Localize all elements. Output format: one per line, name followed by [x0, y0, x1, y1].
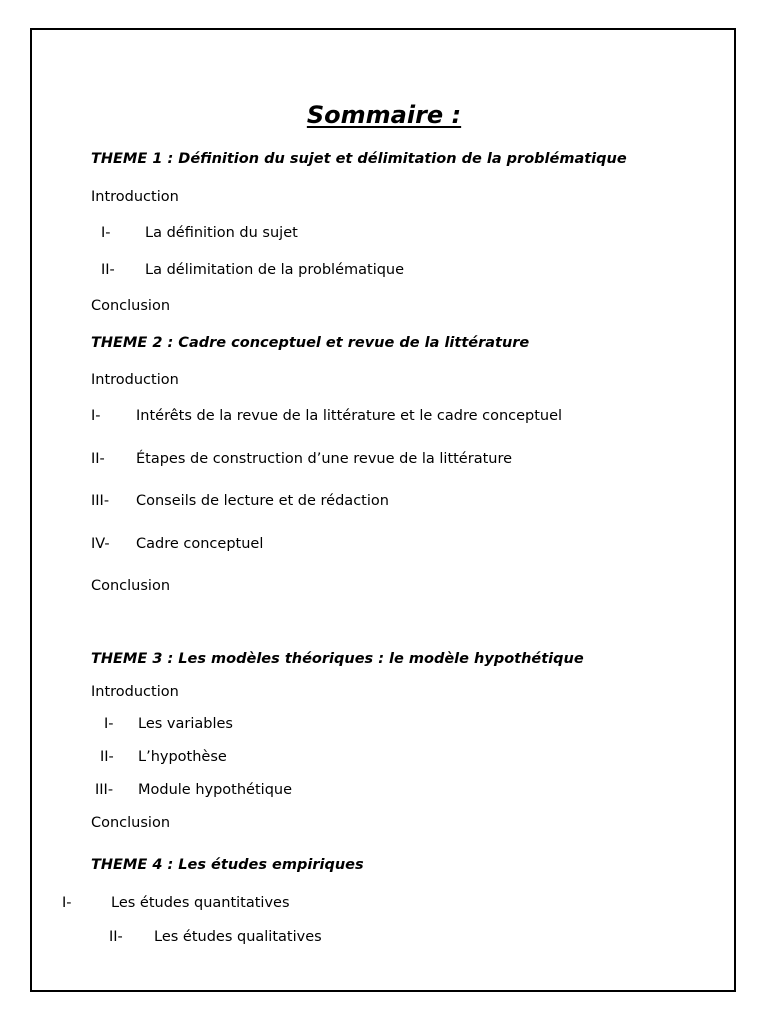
- theme-2-item-1-number: I-: [91, 408, 101, 424]
- theme-2-item-2-number: II-: [91, 451, 105, 467]
- theme-3-item-1-number: I-: [104, 716, 114, 732]
- theme-2-item-1-text: Intérêts de la revue de la littérature et le cadre conceptuel: [136, 408, 563, 424]
- theme-2-item-4-number: IV-: [91, 536, 110, 552]
- theme-3-item-1-text: Les variables: [138, 716, 233, 732]
- theme-3-introduction: Introduction: [91, 684, 179, 700]
- theme-2-conclusion: Conclusion: [91, 578, 171, 594]
- theme-1-item-2-text: La délimitation de la problématique: [145, 262, 405, 278]
- theme-2-item-3-text: Conseils de lecture et de rédaction: [136, 493, 389, 509]
- theme-3-heading: THEME 3 : Les modèles théoriques : le modèle hypothétique: [91, 651, 584, 667]
- page-border: [30, 28, 736, 992]
- theme-4-item-1-text: Les études quantitatives: [111, 895, 290, 911]
- theme-4-item-2-text: Les études qualitatives: [154, 929, 322, 945]
- theme-1-introduction: Introduction: [91, 189, 179, 205]
- theme-1-conclusion: Conclusion: [91, 298, 171, 314]
- theme-2-item-2-text: Étapes de construction d’une revue de la littérature: [136, 451, 513, 467]
- theme-3-item-2-number: II-: [100, 749, 114, 765]
- theme-3-item-3-number: III-: [95, 782, 114, 798]
- theme-2-item-4-text: Cadre conceptuel: [136, 536, 264, 552]
- theme-3-item-3-text: Module hypothétique: [138, 782, 293, 798]
- theme-3-conclusion: Conclusion: [91, 815, 171, 831]
- theme-3-item-2-text: L’hypothèse: [138, 749, 227, 765]
- theme-1-item-1-number: I-: [101, 225, 111, 241]
- theme-4-heading: THEME 4 : Les études empiriques: [91, 857, 364, 873]
- theme-2-introduction: Introduction: [91, 372, 179, 388]
- theme-4-item-1-number: I-: [62, 895, 72, 911]
- theme-4-item-2-number: II-: [109, 929, 123, 945]
- theme-1-item-2-number: II-: [101, 262, 115, 278]
- theme-1-heading: THEME 1 : Définition du sujet et délimitation de la problématique: [91, 151, 627, 167]
- page-title: Sommaire :: [306, 101, 462, 129]
- theme-2-item-3-number: III-: [91, 493, 110, 509]
- theme-2-heading: THEME 2 : Cadre conceptuel et revue de la littérature: [91, 335, 530, 351]
- theme-1-item-1-text: La définition du sujet: [145, 225, 298, 241]
